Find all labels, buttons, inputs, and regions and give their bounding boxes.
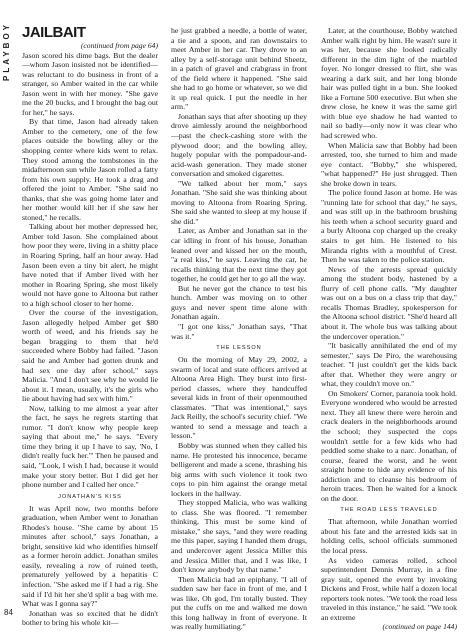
paragraph: Jason scored his dime bags. But the dealer—whom Jason insisted not be identified—was reluctant to do business in front of a stranger, so Amber waited in the car while Jason went in with her money. "She gave me the 20 bucks, and I brought the bag out for her," he says.	[22, 50, 158, 117]
paragraph: Jonathan was so excited that he didn't bother to bring his whole kit—	[22, 608, 158, 628]
paragraph: That afternoon, while Jonathan worried about his fate and the arrested kids sat in holding cells, school officials summoned the local press.	[321, 517, 457, 555]
paragraph: "It basically annihilated the end of my semester," says De Piro, the warehousing teacher. "I just couldn't get the kids back after that. Whether they were angry or what, they couldn't move on."	[321, 341, 457, 389]
paragraph: he just grabbed a needle, a bottle of water, a tie and a spoon, and ran downstairs to meet Amber in her car. They drove to an alley by a self-storage unit behind Sheetz, in a patch of gravel and crabgrass in front of the field where it happened. "She said she had to go home or whatever, so we did it up real quick. I put the needle in her arm."	[171, 26, 307, 112]
column-1	[22, 26, 158, 628]
running-head: PLAYBOY	[2, 22, 11, 81]
paragraph: When Malicia saw that Bobby had been arrested, too, she turned to him and made eye contact. "Bobby," she whispered, "what happened?" He just shrugged. Then she broke down in tears.	[321, 140, 457, 188]
paragraph: But he never got the chance to test his hunch. Amber was moving on to other guys and never spent time alone with Jonathan again.	[171, 283, 307, 322]
paragraph: On the morning of May 29, 2002, a swarm of local and state officers arrived at Altoona Area High. They burst into first-period classes, where they handcuffed several kids in front of their openmouthed classmates. "That was intentional," says Jack Reilly, the school's security chief. "We wanted to send a message and teach a lesson."	[171, 355, 307, 441]
paragraph: By that time, Jason had already taken Amber to the cemetery, one of the few places outside the bowling alley or the shopping center where kids went to relax. They stood among the tombstones in the midafternoon sun while Jason rolled a fatty from his own supply. He took a drag and offered the joint to Amber. "She said no thanks, that she was going home later and her mother would kill her if she saw her stoned," he recalls.	[22, 117, 158, 222]
paragraph: Later, at the courthouse, Bobby watched Amber walk right by him. He wasn't sure it was her, because she looked radically different in the dim light of the marbled foyer. No longer dressed to flirt, she was wearing a dark suit, and her long blonde hair was pulled tight in a bun. She looked like a Fortune 500 executive. But when she drew close, he knew it was the same girl with blue eye shadow he had wanted to nail so badly—only now it was clear who had screwed who.	[321, 26, 457, 141]
subhead-jonathans-kiss: JONATHAN'S KISS	[58, 493, 122, 500]
paragraph: They stopped Malicia, who was walking to class. She was floored. "I remember thinking, This must be some kind of mistake," she says, "and they were reading me this paper, saying I handed them drugs, and undercover agent Jessica Miller this and Jessica Miller that, and I was like, I don't know anybody by that name."	[171, 498, 307, 575]
paragraph: Later, as Amber and Jonathan sat in the car idling in front of his house, Jonathan leaned over and kissed her on the mouth, "a real kiss," he says. Leaving the car, he recalls thinking that the next time they got together, he could get her to go all the way.	[171, 226, 307, 284]
paragraph: "I got one kiss," Jonathan says, "That was it."	[171, 321, 307, 341]
paragraph: "We talked about her mom," says Jonathan. "She said she was thinking about moving to Altoona from Roaring Spring. She said she wanted to sleep at my house if she did."	[171, 178, 307, 226]
subhead-the-lesson: THE LESSON	[216, 345, 262, 352]
column-3	[321, 26, 457, 632]
paragraph: Over the course of the investigation, Jason allegedly helped Amber get $80 worth of weed, and his friends say he began bragging to them that he'd succeeded where Bobby had failed. "Jason said he and Amber had gotten drunk and had sex one day after school," says Malicia. "And I don't see why he would lie about it. I mean, usually, it's the girls who lie about having had sex with him."	[22, 308, 158, 404]
subhead-road-less-traveled: THE ROAD LESS TRAVELED	[340, 507, 438, 514]
paragraph: The police found Jason at home. He was "running late for school that day," he says, and was still up in the bathroom brushing his teeth when a school security guard and a burly Altoona cop charged up the creaky stairs to get him. He listened to his Miranda rights with a mouthful of Crest. Then he was taken to the police station.	[321, 188, 457, 265]
paragraph: News of the arrests spread quickly among the student body, hastened by a flurry of cell phone calls. "My daughter was out on a bus on a class trip that day," recalls Thomas Bradley, spokesperson for the Altoona school district. "She'd heard all about it. The whole bus was talking about the undercover operation."	[321, 264, 457, 341]
continued-on: (continued on page 144)	[382, 622, 457, 632]
paragraph: Then Malicia had an epiphany. "I all of sudden saw her face in front of me, and I was like, Oh god, I'm totally busted. They put the cuffs on me and walked me down this long hallway in front of everyone. It was really humiliating."	[171, 574, 307, 632]
paragraph: Jonathan says that after shooting up they drove aimlessly around the neighborhood—past the check-cashing store with the plywood door; and the bowling alley, hugely popular with the pompadour-and-acid-wash generation. They made stoner conversation and smoked cigarettes.	[171, 111, 307, 179]
paragraph: Bobby was stunned when they called his name. He protested his innocence, became belligerent and made a scene, thrashing his big arms with such violence it took two cops to pin him against the orange metal lockers in the hallway.	[171, 440, 307, 498]
column-2	[171, 26, 307, 632]
paragraph: As video cameras rolled, school superintendent Dennis Murray, in a fine gray suit, opened the event by invoking Dickens and Frost, while half a dozen local reporters took notes. "We took the road less traveled in this instance," he said. "We took an extreme	[321, 555, 457, 622]
page-number: 84	[4, 608, 13, 617]
continued-from: (continued from page 64)	[80, 41, 158, 50]
paragraph: Talking about her mother depressed her, Amber told Jason. She complained about how poor they were, living in a shitty place in Roaring Spring, half an hour away. Had Jason been even a tiny bit alert, he might have noted that if Amber lived with her mother in Roaring Spring, she most likely would not have gone to Altoona but rather to a high school closer to her home.	[22, 222, 158, 308]
paragraph: Now, talking to me almost a year after the fact, he says he regrets starting that rumor. "I don't know why people keep saying that about me," he says. "Every time they bring it up I have to say, 'No, I didn't really fuck her.'" Then he paused and said, "Look, I wish I had, because it would make your story better. But I did get her phone number and I called her once."	[22, 403, 158, 490]
article-title: JAILBAIT	[22, 24, 86, 41]
paragraph: On Smokers' Corner, paranoia took hold. Everyone wondered who would be arrested next. They all knew there were heroin and crack dealers in the neighborhoods around the school; they suspected the cops wouldn't settle for a few kids who had peddled some shake to a narc. Jonathan, of course, feared the worst, and he went straight home to hide any evidence of his addiction and to cleanse his bedroom of heroin traces. Then he waited for a knock on the door.	[321, 388, 457, 503]
paragraph: It was April now, two months before graduation, when Amber went to Jonathan Rhodes's house. "She came by about 15 minutes after school," says Jonathan, a bright, sensitive kid who identifies himself as a former heroin addict. Jonathan smiles easily, revealing a row of ruined teeth, prematurely yellowed by a hepatitis C infection. "She asked me if I had a rig. She said if I'd hit her she'd split a bag with me. What was I gonna say?"	[22, 503, 158, 609]
